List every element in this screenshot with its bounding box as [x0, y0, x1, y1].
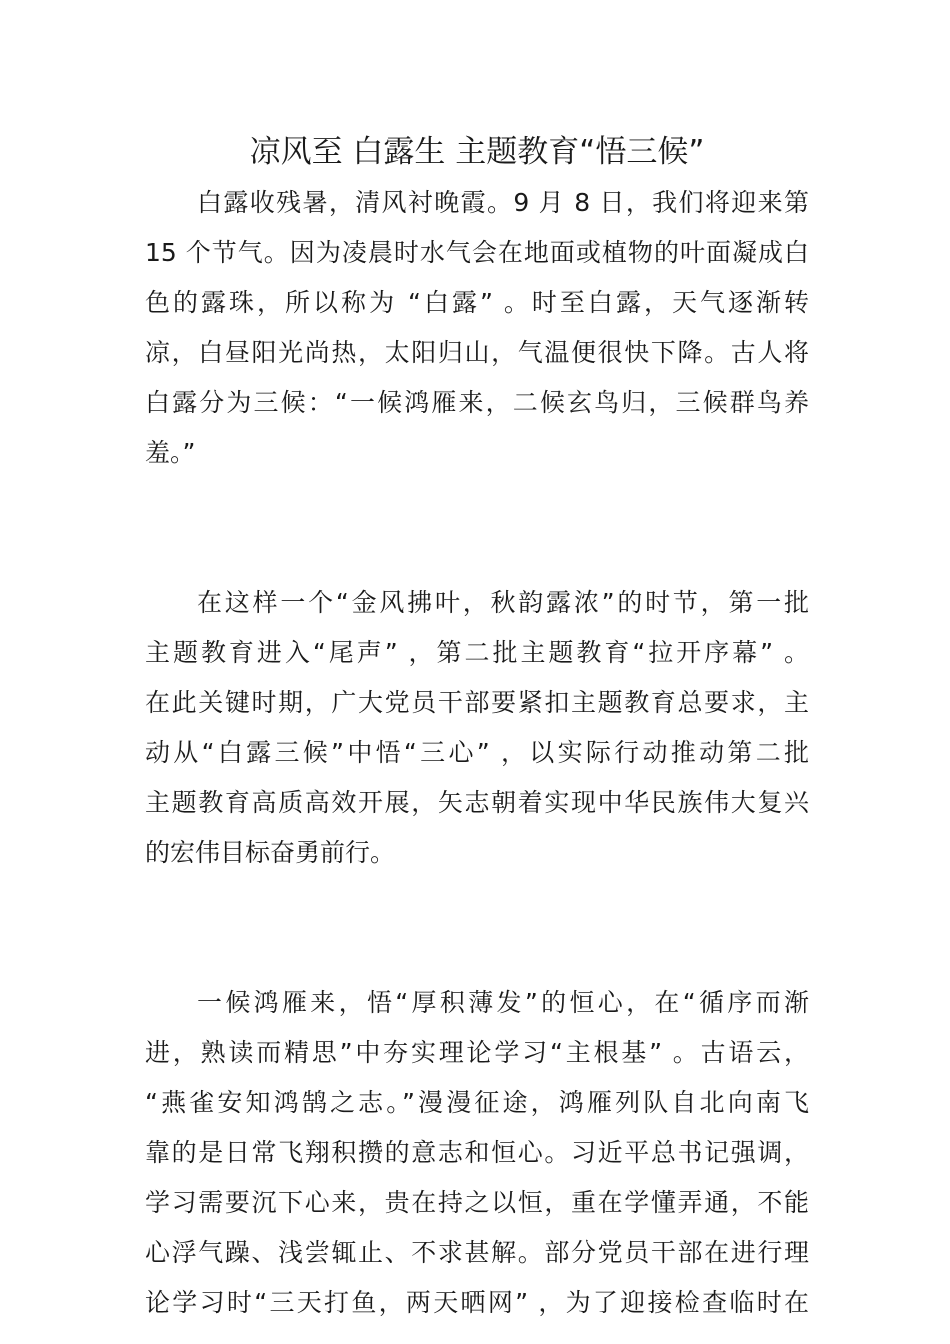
document-body — [145, 178, 809, 1328]
paragraph-1-line-4: 凉，白昼阳光尚热，太阳归山，气温便很快下降。古人将 — [145, 338, 809, 367]
document-title: 凉风至 白露生 主题教育“悟三候” — [249, 134, 705, 170]
paragraph-2-line-5: 主题教育高质高效开展，矢志朝着实现中华民族伟大复兴 — [145, 788, 809, 817]
paragraph-2-line-6: 的宏伟目标奋勇前行。 — [145, 838, 396, 867]
paragraph-3-line-3: “燕雀安知鸿鹄之志。”漫漫征途，鸿雁列队自北向南飞 — [145, 1088, 809, 1117]
paragraph-spacer — [145, 528, 809, 578]
paragraph-1-line-2: 15 个节气。因为凌晨时水气会在地面或植物的叶面凝成白 — [145, 238, 809, 267]
paragraph-3-line-1: 一候鸿雁来，悟“厚积薄发”的恒心，在“循序而渐 — [197, 988, 809, 1017]
paragraph-3-line-2: 进，熟读而精思”中夯实理论学习“主根基” 。古语云， — [145, 1038, 809, 1067]
paragraph-1-line-1: 白露收残暑，清风衬晚霞。9 月 8 日，我们将迎来第 — [197, 188, 809, 217]
paragraph-3-line-5: 学习需要沉下心来，贵在持之以恒，重在学懂弄通，不能 — [145, 1188, 809, 1217]
paragraph-1-line-5: 白露分为三候：“一候鸿雁来，二候玄鸟归，三候群鸟养 — [145, 388, 809, 417]
paragraph-3-line-7: 论学习时“三天打鱼，两天晒网” ，为了迎接检查临时在 — [145, 1288, 809, 1317]
paragraph-2-line-3: 在此关键时期，广大党员干部要紧扣主题教育总要求，主 — [145, 688, 809, 717]
paragraph-2-line-4: 动从“白露三候”中悟“三心” ，以实际行动推动第二批 — [145, 738, 809, 767]
paragraph-spacer — [145, 478, 809, 528]
paragraph-3-line-4: 靠的是日常飞翔积攒的意志和恒心。习近平总书记强调， — [145, 1138, 809, 1167]
paragraph-spacer — [145, 928, 809, 978]
paragraph-2-line-1: 在这样一个“金风拂叶，秋韵露浓”的时节，第一批 — [197, 588, 809, 617]
paragraph-spacer — [145, 878, 809, 928]
paragraph-3-line-6: 心浮气躁、浅尝辄止、不求甚解。部分党员干部在进行理 — [145, 1238, 809, 1267]
paragraph-2-line-2: 主题教育进入“尾声” ，第二批主题教育“拉开序幕” 。 — [145, 638, 809, 667]
paragraph-1-line-6: 羞。” — [145, 438, 196, 467]
paragraph-1-line-3: 色的露珠，所以称为 “白露” 。时至白露，天气逐渐转 — [145, 288, 809, 317]
